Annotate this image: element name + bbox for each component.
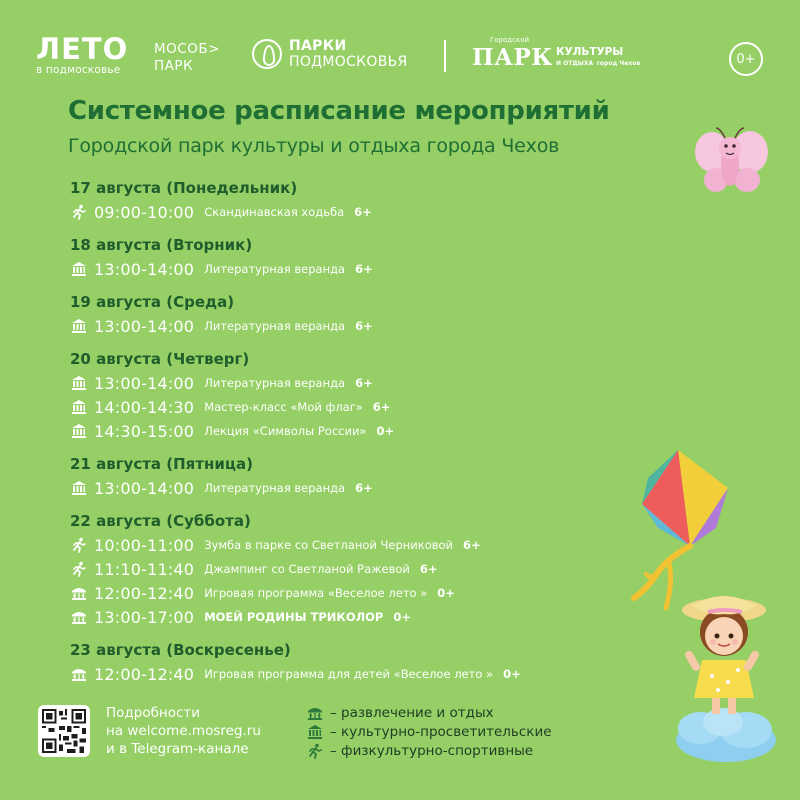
day-title: 20 августа (Четверг) (70, 350, 250, 368)
day-title: 21 августа (Пятница) (70, 455, 253, 473)
parki-line2: ПОДМОСКОВЬЯ (289, 54, 408, 70)
event-age: 6+ (372, 400, 391, 414)
city-park-big: ПАРК (472, 44, 553, 71)
event-time: 10:00-11:00 (94, 535, 195, 555)
mosobpark-logo (154, 41, 220, 75)
day-title: 23 августа (Воскресенье) (70, 641, 291, 659)
museum-icon (70, 260, 88, 278)
legend-item (306, 703, 552, 722)
event-row (70, 419, 630, 443)
event-name: Мастер-класс «Мой флаг» (204, 400, 363, 414)
event-name: Литературная веранда (204, 262, 346, 276)
event-row (70, 557, 630, 581)
museum-icon (70, 422, 88, 440)
city-park-right2: И ОТДЫХА (556, 60, 594, 67)
event-time: 11:10-11:40 (94, 559, 195, 579)
header-logos (36, 34, 760, 82)
event-time: 12:00-12:40 (94, 664, 195, 684)
details-line1: Подробности (106, 705, 201, 721)
day-block (70, 176, 630, 224)
leto-logo-subtitle: в подмосковье (36, 64, 121, 76)
carousel-icon (70, 608, 88, 626)
day-block (70, 452, 630, 500)
event-age: 6+ (419, 562, 438, 576)
page-subtitle: Городской парк культуры и отдыха города Чехов (68, 135, 560, 157)
museum-icon (306, 723, 324, 741)
butterfly-icon (692, 122, 772, 202)
museum-icon (70, 374, 88, 392)
runner-icon (70, 560, 88, 578)
details-line3: и в Telegram-канале (106, 741, 249, 757)
event-time: 13:00-14:00 (94, 373, 195, 393)
event-time: 13:00-14:00 (94, 478, 195, 498)
mosobpark-line1: МОСОБ> (154, 41, 220, 57)
event-row (70, 662, 630, 686)
logo-divider (444, 40, 446, 72)
event-name: Лекция «Символы России» (204, 424, 367, 438)
schedule (70, 176, 630, 695)
legend-text: – физкультурно-спортивные (330, 742, 534, 759)
mosobpark-line2: ПАРК (154, 58, 194, 74)
event-time: 14:00-14:30 (94, 397, 195, 417)
legend (306, 703, 552, 760)
details-line2[interactable]: на welcome.mosreg.ru (106, 723, 261, 739)
museum-icon (70, 398, 88, 416)
museum-icon (70, 479, 88, 497)
event-name: Игровая программа «Веселое лето » (204, 586, 428, 600)
event-age: 6+ (355, 319, 373, 333)
runner-icon (306, 742, 324, 760)
details-text (106, 704, 261, 758)
event-age: 0+ (437, 586, 455, 600)
day-block (70, 290, 630, 338)
event-name: Литературная веранда (204, 481, 346, 495)
runner-icon (70, 536, 88, 554)
event-age: 6+ (355, 376, 373, 390)
city-park-right3: город Чехов (596, 60, 641, 67)
event-row (70, 200, 630, 224)
event-name: Джампинг со Светланой Ражевой (204, 562, 410, 576)
event-age: 6+ (354, 205, 372, 219)
event-name: МОЕЙ РОДИНЫ ТРИКОЛОР (204, 610, 384, 624)
event-row (70, 395, 630, 419)
event-time: 09:00-10:00 (94, 202, 195, 222)
page-title: Системное расписание мероприятий (68, 96, 610, 126)
event-name: Зумба в парке со Светланой Черниковой (204, 538, 454, 552)
event-time: 13:00-14:00 (94, 316, 195, 336)
day-block (70, 638, 630, 686)
event-name: Игровая программа для детей «Веселое лето » (204, 667, 494, 681)
event-row (70, 314, 630, 338)
girl-on-cloud-icon (668, 590, 780, 766)
event-time: 12:00-12:40 (94, 583, 195, 603)
legend-text: – культурно-просветительские (330, 723, 552, 740)
event-time: 13:00-17:00 (94, 607, 195, 627)
parki-logo (252, 38, 408, 70)
event-name: Скандинавская ходьба (204, 205, 345, 219)
day-block (70, 509, 630, 629)
event-age: 6+ (463, 538, 481, 552)
event-age: 0+ (503, 667, 521, 681)
event-age: 0+ (393, 610, 411, 624)
event-row (70, 476, 630, 500)
event-age: 0+ (376, 424, 395, 438)
event-name: Литературная веранда (204, 376, 346, 390)
age-badge: 0+ (729, 42, 763, 76)
qr-code[interactable] (38, 705, 90, 757)
event-row (70, 581, 630, 605)
event-time: 13:00-14:00 (94, 259, 195, 279)
day-block (70, 233, 630, 281)
leaf-icon (252, 39, 282, 69)
carousel-icon (306, 704, 324, 722)
city-park-top: Городской (490, 36, 530, 44)
city-park-right1: КУЛЬТУРЫ (556, 46, 624, 58)
day-title: 22 августа (Суббота) (70, 512, 251, 530)
event-age: 6+ (355, 262, 373, 276)
carousel-icon (70, 665, 88, 683)
event-row (70, 533, 630, 557)
legend-text: – развлечение и отдых (330, 704, 494, 721)
legend-item (306, 741, 552, 760)
day-block (70, 347, 630, 443)
day-title: 19 августа (Среда) (70, 293, 235, 311)
event-row (70, 605, 630, 629)
parki-line1: ПАРКИ (289, 38, 347, 54)
museum-icon (70, 317, 88, 335)
runner-icon (70, 203, 88, 221)
leto-logo-title: ЛЕТО (36, 32, 129, 66)
day-title: 17 августа (Понедельник) (70, 179, 298, 197)
day-title: 18 августа (Вторник) (70, 236, 253, 254)
event-age: 6+ (355, 481, 373, 495)
event-row (70, 257, 630, 281)
carousel-icon (70, 584, 88, 602)
event-name: Литературная веранда (204, 319, 346, 333)
event-row (70, 371, 630, 395)
legend-item (306, 722, 552, 741)
leto-logo (36, 34, 128, 76)
event-time: 14:30-15:00 (94, 421, 195, 441)
